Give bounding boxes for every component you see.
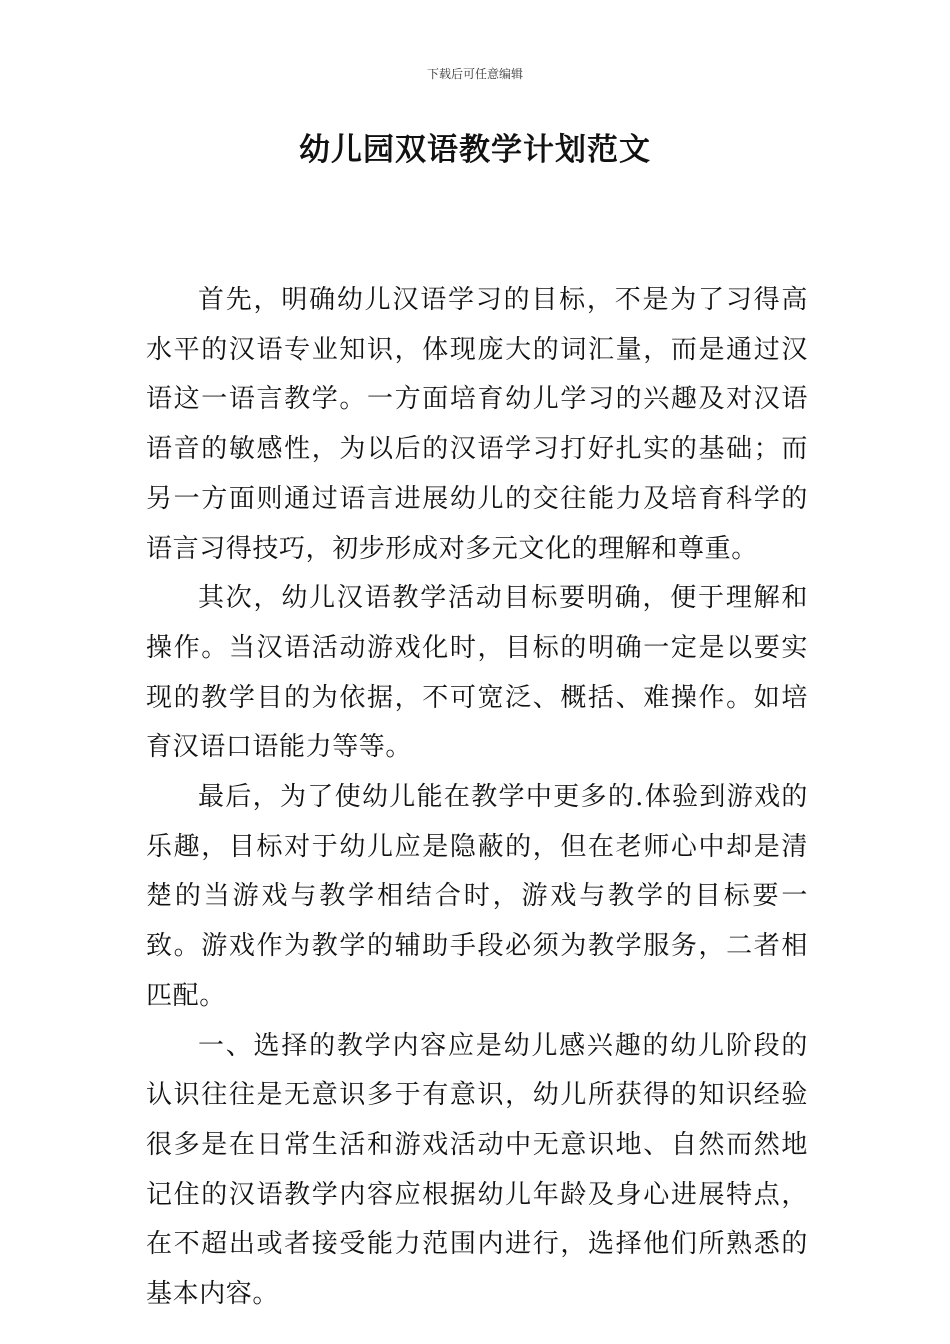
header-note: 下载后可任意编辑 [426,67,523,81]
paragraph-3: 最后，为了使幼儿能在教学中更多的.体验到游戏的乐趣，目标对于幼儿应是隐蔽的，但在老师心中却是清楚的当游戏与教学相结合时，游戏与教学的目标要一致。游戏作为教学的辅助手段必须为教学服务，二者相匹配。 [146,782,808,1011]
document-body [146,276,808,1320]
document-title: 幼儿园双语教学计划范文 [299,132,651,168]
paragraph-4: 一、选择的教学内容应是幼儿感兴趣的幼儿阶段的认识往往是无意识多于有意识，幼儿所获得的知识经验很多是在日常生活和游戏活动中无意识地、自然而然地记住的汉语教学内容应根据幼儿年龄及身心进展特点，在不超出或者接受能力范围内进行，选择他们所熟悉的基本内容。 [146,1030,808,1310]
paragraph-2: 其次，幼儿汉语教学活动目标要明确，便于理解和操作。当汉语活动游戏化时，目标的明确一定是以要实现的教学目的为依据，不可宽泛、概括、难操作。如培育汉语口语能力等等。 [146,583,808,763]
paragraph-1: 首先，明确幼儿汉语学习的目标，不是为了习得高水平的汉语专业知识，体现庞大的词汇量，而是通过汉语这一语言教学。一方面培育幼儿学习的兴趣及对汉语语音的敏感性，为以后的汉语学习打好扎实的基础；而另一方面则通过语言进展幼儿的交往能力及培育科学的语言习得技巧，初步形成对多元文化的理解和尊重。 [146,285,808,564]
